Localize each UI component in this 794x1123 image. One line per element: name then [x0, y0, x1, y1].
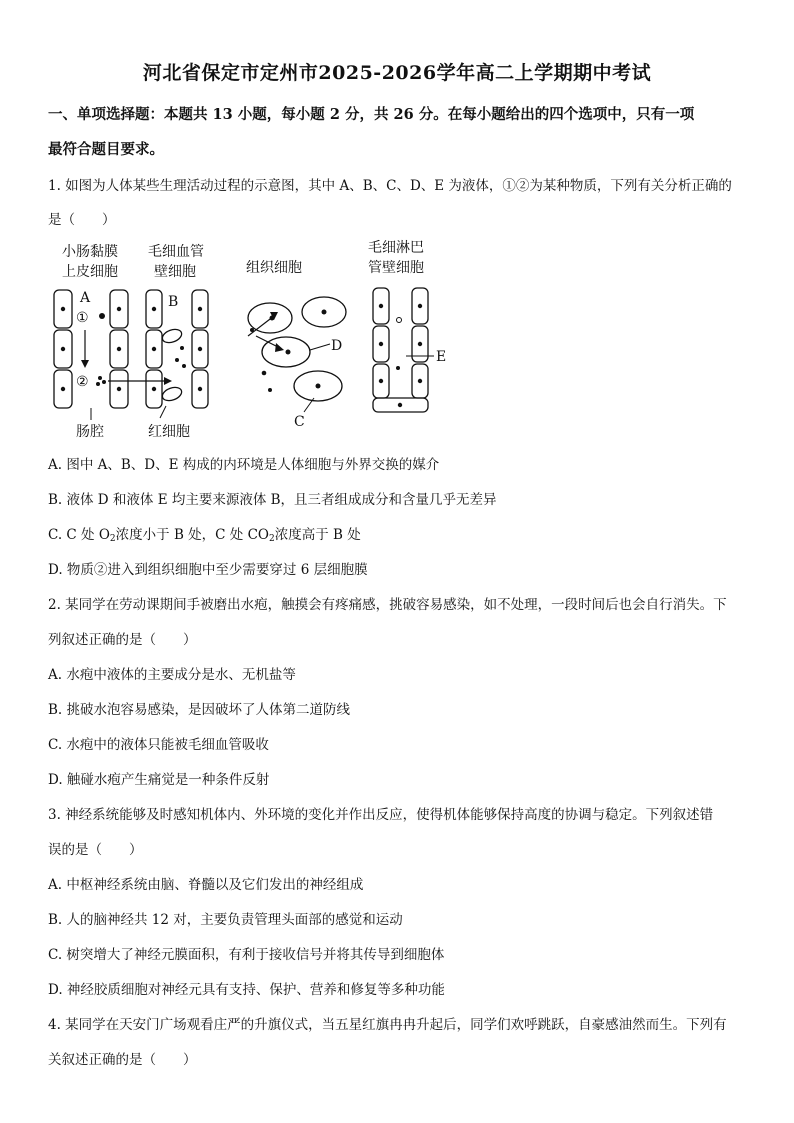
- q3-option-b: B. 人的脑神经共 12 对，主要负责管理头面部的感觉和运动: [48, 912, 403, 928]
- q3-option-d: D. 神经胶质细胞对神经元具有支持、保护、营养和修复等多种功能: [48, 982, 445, 998]
- q2-option-a: A. 水疱中液体的主要成分是水、无机盐等: [48, 667, 296, 683]
- label-capillary-2: 壁细胞: [154, 264, 196, 280]
- q1-option-a: A. 图中 A、B、D、E 构成的内环境是人体细胞与外界交换的媒介: [48, 457, 440, 473]
- q4-stem-line2: 关叙述正确的是（ ）: [48, 1052, 197, 1068]
- q2-option-d: D. 触碰水疱产生痛觉是一种条件反射: [48, 772, 270, 788]
- section-heading-line2: 最符合题目要求。: [48, 141, 164, 158]
- q1-option-c-pre: C. C 处 O: [48, 527, 110, 543]
- label-D: D: [331, 338, 343, 354]
- label-B: B: [168, 294, 179, 310]
- q3-option-c: C. 树突增大了神经元膜面积，有利于接收信号并将其传导到细胞体: [48, 947, 445, 963]
- label-C: C: [294, 414, 305, 430]
- q1-option-c: [48, 523, 748, 544]
- q2-stem-line1: 2. 某同学在劳动课期间手被磨出水疱，触摸会有疼痛感，挑破容易感染，如不处理，一段时间后也会自行消失。下: [48, 597, 727, 613]
- q1-option-c-mid: 浓度小于 B 处，C 处 CO: [115, 527, 269, 543]
- q3-stem-line2: 误的是（ ）: [48, 842, 143, 858]
- label-intestine-cell-1: 小肠黏膜: [62, 244, 118, 260]
- label-intestine-cell-2: 上皮细胞: [62, 264, 118, 280]
- label-capillary-1: 毛细血管: [148, 244, 204, 260]
- label-sub1: ①: [76, 310, 89, 326]
- q1-stem-line2: 是（ ）: [48, 212, 116, 228]
- q2-stem-line2: 列叙述正确的是（ ）: [48, 632, 197, 648]
- q3-stem-line1: 3. 神经系统能够及时感知机体内、外环境的变化并作出反应，使得机体能够保持高度的协调与稳定。下列叙述错: [48, 807, 714, 823]
- q1-option-c-post: 浓度高于 B 处: [274, 527, 361, 543]
- label-lymph-2: 管壁细胞: [368, 260, 424, 276]
- label-lymph-1: 毛细淋巴: [368, 240, 424, 256]
- label-rbc: 红细胞: [148, 424, 190, 440]
- q1-option-b: B. 液体 D 和液体 E 均主要来源液体 B，且三者组成成分和含量几乎无差异: [48, 492, 497, 508]
- q4-stem-line1: 4. 某同学在天安门广场观看庄严的升旗仪式，当五星红旗冉冉升起后，同学们欢呼跳跃，自豪感油然而生。下列有: [48, 1017, 727, 1033]
- section-heading-line1: 一、单项选择题：本题共 13 小题，每小题 2 分，共 26 分。在每小题给出的四个选项中，只有一项: [48, 106, 695, 123]
- label-lumen: 肠腔: [76, 424, 104, 440]
- q1-physiology-diagram: [48, 238, 468, 443]
- label-A: A: [80, 290, 91, 306]
- label-sub2: ②: [76, 374, 89, 390]
- label-E: E: [436, 349, 447, 365]
- page-title: 河北省保定市定州市2025-2026学年高二上学期期中考试: [142, 62, 652, 84]
- q1-stem-line1: 1. 如图为人体某些生理活动过程的示意图，其中 A、B、C、D、E 为液体，①②为某种物质，下列有关分析正确的: [48, 178, 732, 194]
- q1-option-d: D. 物质②进入到组织细胞中至少需要穿过 6 层细胞膜: [48, 562, 368, 578]
- q2-option-b: B. 挑破水泡容易感染，是因破坏了人体第二道防线: [48, 702, 351, 718]
- q1-option-c-sub1: 2: [109, 534, 116, 544]
- q3-option-a: A. 中枢神经系统由脑、脊髓以及它们发出的神经组成: [48, 877, 364, 893]
- label-tissue-cell: 组织细胞: [246, 260, 302, 276]
- q1-option-c-sub2: 2: [268, 534, 275, 544]
- q2-option-c: C. 水疱中的液体只能被毛细血管吸收: [48, 737, 269, 753]
